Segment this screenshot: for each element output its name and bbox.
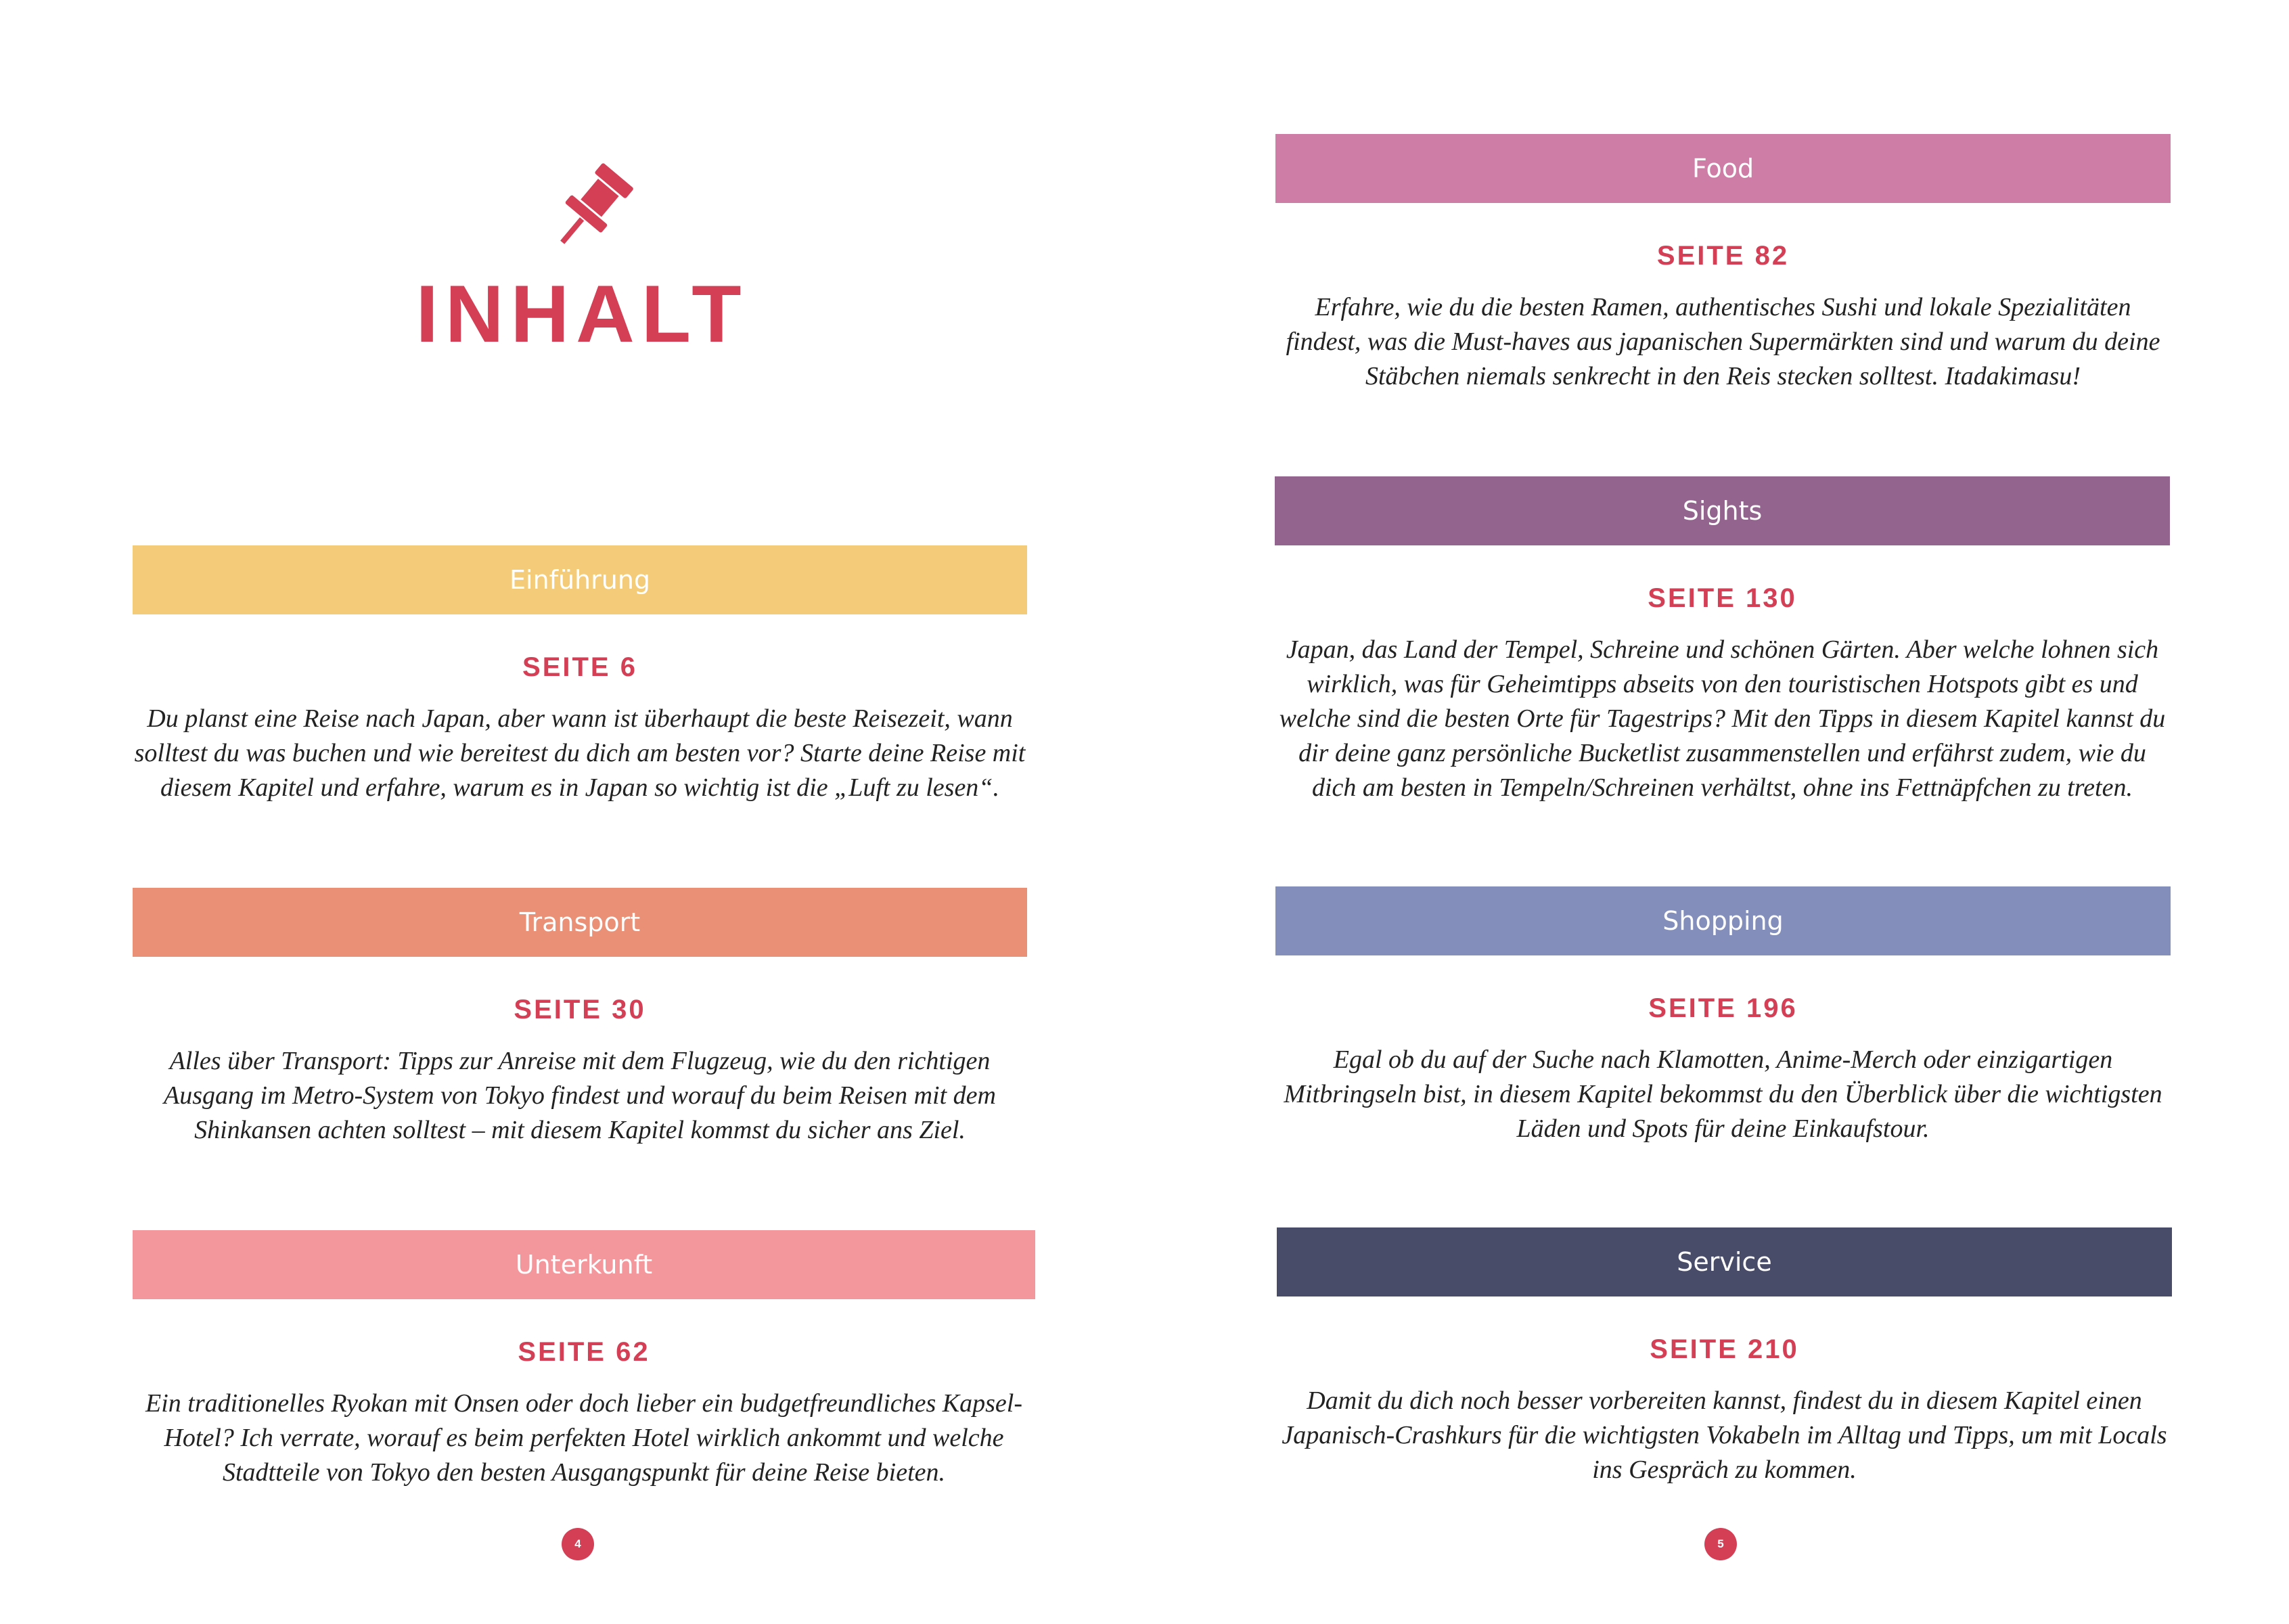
section-page-ref: SEITE 6	[522, 652, 637, 682]
section-header-bar	[1275, 476, 2170, 545]
section-page-ref: SEITE 82	[1656, 241, 1790, 271]
section-shopping	[1275, 886, 2171, 1146]
section-food	[1275, 134, 2171, 394]
section-label: Einführung	[509, 565, 651, 595]
section-description: Damit du dich noch besser vorbereiten kannst, findest du in diesem Kapitel einen Japanisch-Crashkurs für die wichtigsten Vokabeln im Alltag und Tipps, um mit Locals ins Gespräch zu kommen.	[1282, 1386, 2167, 1484]
section-description: Erfahre, wie du die besten Ramen, authentisches Sushi und lokale Spezialitäten findest, was die Must-haves aus japanischen Supermärkten sind und warum du deine Stäbchen niemals senkrecht in den Reis stecken solltest. Itadakimasu!	[1286, 293, 2160, 390]
section-page-ref: SEITE 30	[514, 995, 646, 1024]
section-label: Transport	[519, 907, 641, 937]
section-label: Shopping	[1662, 906, 1784, 936]
section-header-bar	[1275, 134, 2171, 203]
section-sights	[1275, 476, 2170, 805]
section-label: Unterkunft	[515, 1250, 653, 1280]
pushpin-icon	[545, 159, 646, 247]
section-page-ref: SEITE 62	[518, 1337, 650, 1367]
section-transport	[133, 888, 1027, 1148]
section-unterkunft	[133, 1230, 1035, 1490]
section-einfuehrung	[133, 545, 1027, 805]
page-number: 5	[1704, 1528, 1737, 1560]
section-header-bar	[1275, 886, 2171, 955]
section-header-bar	[133, 545, 1027, 614]
section-page-ref: SEITE 196	[1648, 993, 1798, 1023]
section-service	[1277, 1227, 2172, 1487]
page-number: 4	[562, 1528, 594, 1560]
section-label: Food	[1692, 154, 1754, 183]
section-page-ref: SEITE 210	[1650, 1334, 1799, 1364]
right-page	[1144, 0, 2289, 1624]
section-description: Japan, das Land der Tempel, Schreine und schönen Gärten. Aber welche lohnen sich wirklich, was für Geheimtipps abseits von den touristischen Hotspots gibt es und welche sind die besten Orte für Tagestrips? Mit den Tipps in diesem Kapitel kannst du dir deine ganz persönliche Bucketlist zusammenstellen und erfährst zudem, wie du dich am besten in Tempeln/Schreinen verhältst, ohne ins Fettnäpfchen zu treten.	[1279, 635, 2166, 802]
section-page-ref: SEITE 130	[1648, 583, 1797, 613]
section-header-bar	[1277, 1227, 2172, 1296]
section-label: Sights	[1682, 496, 1763, 526]
section-label: Service	[1677, 1247, 1772, 1277]
section-description: Egal ob du auf der Suche nach Klamotten, Anime-Merch oder einzigartigen Mitbringseln bist, in diesem Kapitel bekommst du den Überblick über die wichtigsten Läden und Spots für deine Einkaufstour.	[1284, 1045, 2162, 1143]
section-description: Du planst eine Reise nach Japan, aber wann ist überhaupt die beste Reisezeit, wann solltest du was buchen und wie bereitest du dich am besten vor? Starte deine Reise mit diesem Kapitel und erfahre, warum es in Japan so wichtig ist die „Luft zu lesen“.	[134, 704, 1026, 802]
section-description: Ein traditionelles Ryokan mit Onsen oder doch lieber ein budgetfreundliches Kapsel-Hotel? Ich verrate, worauf es beim perfekten Hotel wirklich ankommt und welche Stadtteile von Tokyo den besten Ausgangspunkt für deine Reise bieten.	[145, 1389, 1022, 1487]
section-header-bar	[133, 1230, 1035, 1299]
section-description: Alles über Transport: Tipps zur Anreise mit dem Flugzeug, wie du den richtigen Ausgang im Metro-System von Tokyo findest und worauf du beim Reisen mit dem Shinkansen achten solltest – mit diesem Kapitel kommst du sicher ans Ziel.	[164, 1047, 996, 1144]
left-page	[0, 0, 1144, 1624]
page-title: INHALT	[415, 269, 748, 359]
section-header-bar	[133, 888, 1027, 957]
